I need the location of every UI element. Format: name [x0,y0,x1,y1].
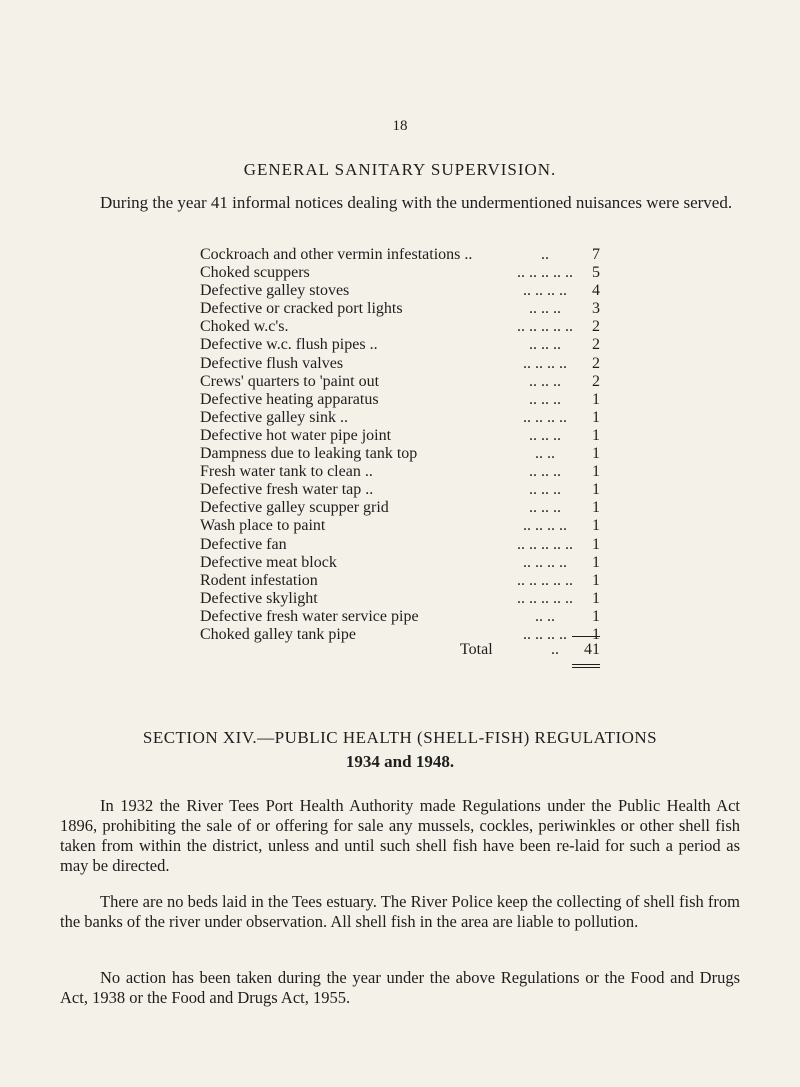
leader-dots: .. .. [535,607,555,625]
section-heading-shellfish: SECTION XIV.—PUBLIC HEALTH (SHELL-FISH) REGULATIONS [142,728,658,747]
nuisance-count: 3 [592,300,600,318]
leader-dots: .. .. .. .. .. [517,589,573,607]
total-rule-bottom-1 [572,664,600,665]
nuisance-row [200,481,600,499]
leader-dots: .. .. .. [529,300,561,318]
nuisance-row [200,264,600,282]
nuisance-label: Defective fan [200,535,287,553]
nuisance-row [200,282,600,300]
nuisance-label: Defective flush valves [200,354,344,372]
nuisance-label: Defective galley sink .. [200,408,348,426]
nuisance-label: Fresh water tank to clean .. [200,463,373,481]
leader-dots: .. .. .. .. [523,553,567,571]
total-row [200,640,600,660]
nuisance-row [200,590,600,608]
nuisance-label: Choked w.c's. [200,318,289,336]
nuisance-row [200,246,600,264]
section-subheading-years: 1934 and 1948. [345,752,455,771]
leader-dots: .. .. [535,445,555,463]
nuisance-label: Wash place to paint [200,517,326,535]
nuisance-label: Defective fresh water tap .. [200,481,374,499]
nuisance-count: 1 [592,589,600,607]
intro-paragraph: During the year 41 informal notices dealing with the undermentioned nuisances were served. [100,193,733,212]
nuisance-label: Defective w.c. flush pipes .. [200,336,378,354]
total-rule-bottom-2 [572,667,600,668]
leader-dots: .. [541,246,549,263]
nuisance-row [200,554,600,572]
nuisance-label: Defective hot water pipe joint [200,426,392,444]
nuisance-row [200,499,600,517]
leader-dots: .. .. .. [529,372,561,390]
nuisance-count: 1 [592,445,600,463]
nuisance-label: Defective skylight [200,589,318,607]
total-label: Total [460,641,493,658]
nuisance-row [200,391,600,409]
leader-dots: .. .. .. [529,336,561,354]
shellfish-paragraph-3: No action has been taken during the year under the above Regulations or the Food and Drugs Act, 1938 or the Food and Drugs Act, 1955. [60,968,740,1007]
nuisance-count: 1 [592,571,600,589]
nuisance-label: Crews' quarters to 'paint out [200,372,380,390]
nuisance-count: 1 [592,517,600,535]
nuisance-row [200,536,600,554]
nuisance-count: 1 [592,499,600,517]
nuisance-row [200,318,600,336]
nuisance-label: Defective galley scupper grid [200,499,389,517]
nuisance-label: Defective fresh water service pipe [200,607,419,625]
nuisance-count: 1 [592,463,600,481]
leader-dots: .. .. .. .. .. [517,535,573,553]
nuisance-row [200,427,600,445]
leader-dots: .. .. .. .. [523,517,567,535]
total-leader-dots: .. [551,641,559,658]
nuisance-count: 2 [592,336,600,354]
nuisance-label: Cockroach and other vermin infestations .. [200,246,473,263]
nuisance-count: 1 [592,535,600,553]
shellfish-paragraph-2: There are no beds laid in the Tees estuary. The River Police keep the collecting of shell fish from the banks of the river under observation. All shell fish in the area are liable to pollution. [60,892,740,931]
nuisance-row [200,373,600,391]
total-count: 41 [584,641,600,658]
nuisance-count: 1 [592,607,600,625]
nuisance-count: 1 [592,625,600,643]
nuisance-count: 2 [592,354,600,372]
nuisance-table [200,246,600,644]
nuisance-row [200,445,600,463]
leader-dots: .. .. .. [529,499,561,517]
nuisance-count: 4 [592,282,600,300]
leader-dots: .. .. .. [529,481,561,499]
leader-dots: .. .. .. .. .. [517,264,573,282]
nuisance-count: 2 [592,318,600,336]
nuisance-label: Defective galley stoves [200,282,350,300]
leader-dots: .. .. .. .. .. [517,318,573,336]
nuisance-row [200,463,600,481]
nuisance-count: 1 [592,553,600,571]
leader-dots: .. .. .. .. .. [517,571,573,589]
nuisance-label: Defective heating apparatus [200,390,379,408]
leader-dots: .. .. .. .. [523,625,567,643]
nuisance-label: Dampness due to leaking tank top [200,445,418,463]
leader-dots: .. .. .. [529,426,561,444]
nuisance-label: Defective or cracked port lights [200,300,403,318]
nuisance-row [200,572,600,590]
nuisance-count: 7 [592,246,600,263]
nuisance-count: 1 [592,481,600,499]
nuisance-count: 2 [592,372,600,390]
nuisance-row [200,300,600,318]
page-number: 18 [392,118,408,134]
leader-dots: .. .. .. .. [523,282,567,300]
nuisance-count: 5 [592,264,600,282]
leader-dots: .. .. .. [529,390,561,408]
nuisance-row [200,608,600,626]
section-heading-sanitary: GENERAL SANITARY SUPERVISION. [243,160,557,179]
total-rule-top [572,636,600,637]
nuisance-label: Choked scuppers [200,264,310,282]
nuisance-label: Rodent infestation [200,571,318,589]
nuisance-count: 1 [592,390,600,408]
nuisance-row [200,355,600,373]
nuisance-label: Choked galley tank pipe [200,625,356,643]
nuisance-count: 1 [592,426,600,444]
leader-dots: .. .. .. .. [523,408,567,426]
leader-dots: .. .. .. [529,463,561,481]
nuisance-row [200,336,600,354]
nuisance-row [200,409,600,427]
nuisance-label: Defective meat block [200,553,337,571]
nuisance-count: 1 [592,408,600,426]
leader-dots: .. .. .. .. [523,354,567,372]
shellfish-paragraph-1: In 1932 the River Tees Port Health Authority made Regulations under the Public Health Act 1896, prohibiting the sale of or offering for sale any mussels, cockles, periwinkles or other shell fish taken from within the district, unless and until such shell fish have been re-laid for such a period as may be directed. [60,796,740,875]
nuisance-row [200,517,600,535]
